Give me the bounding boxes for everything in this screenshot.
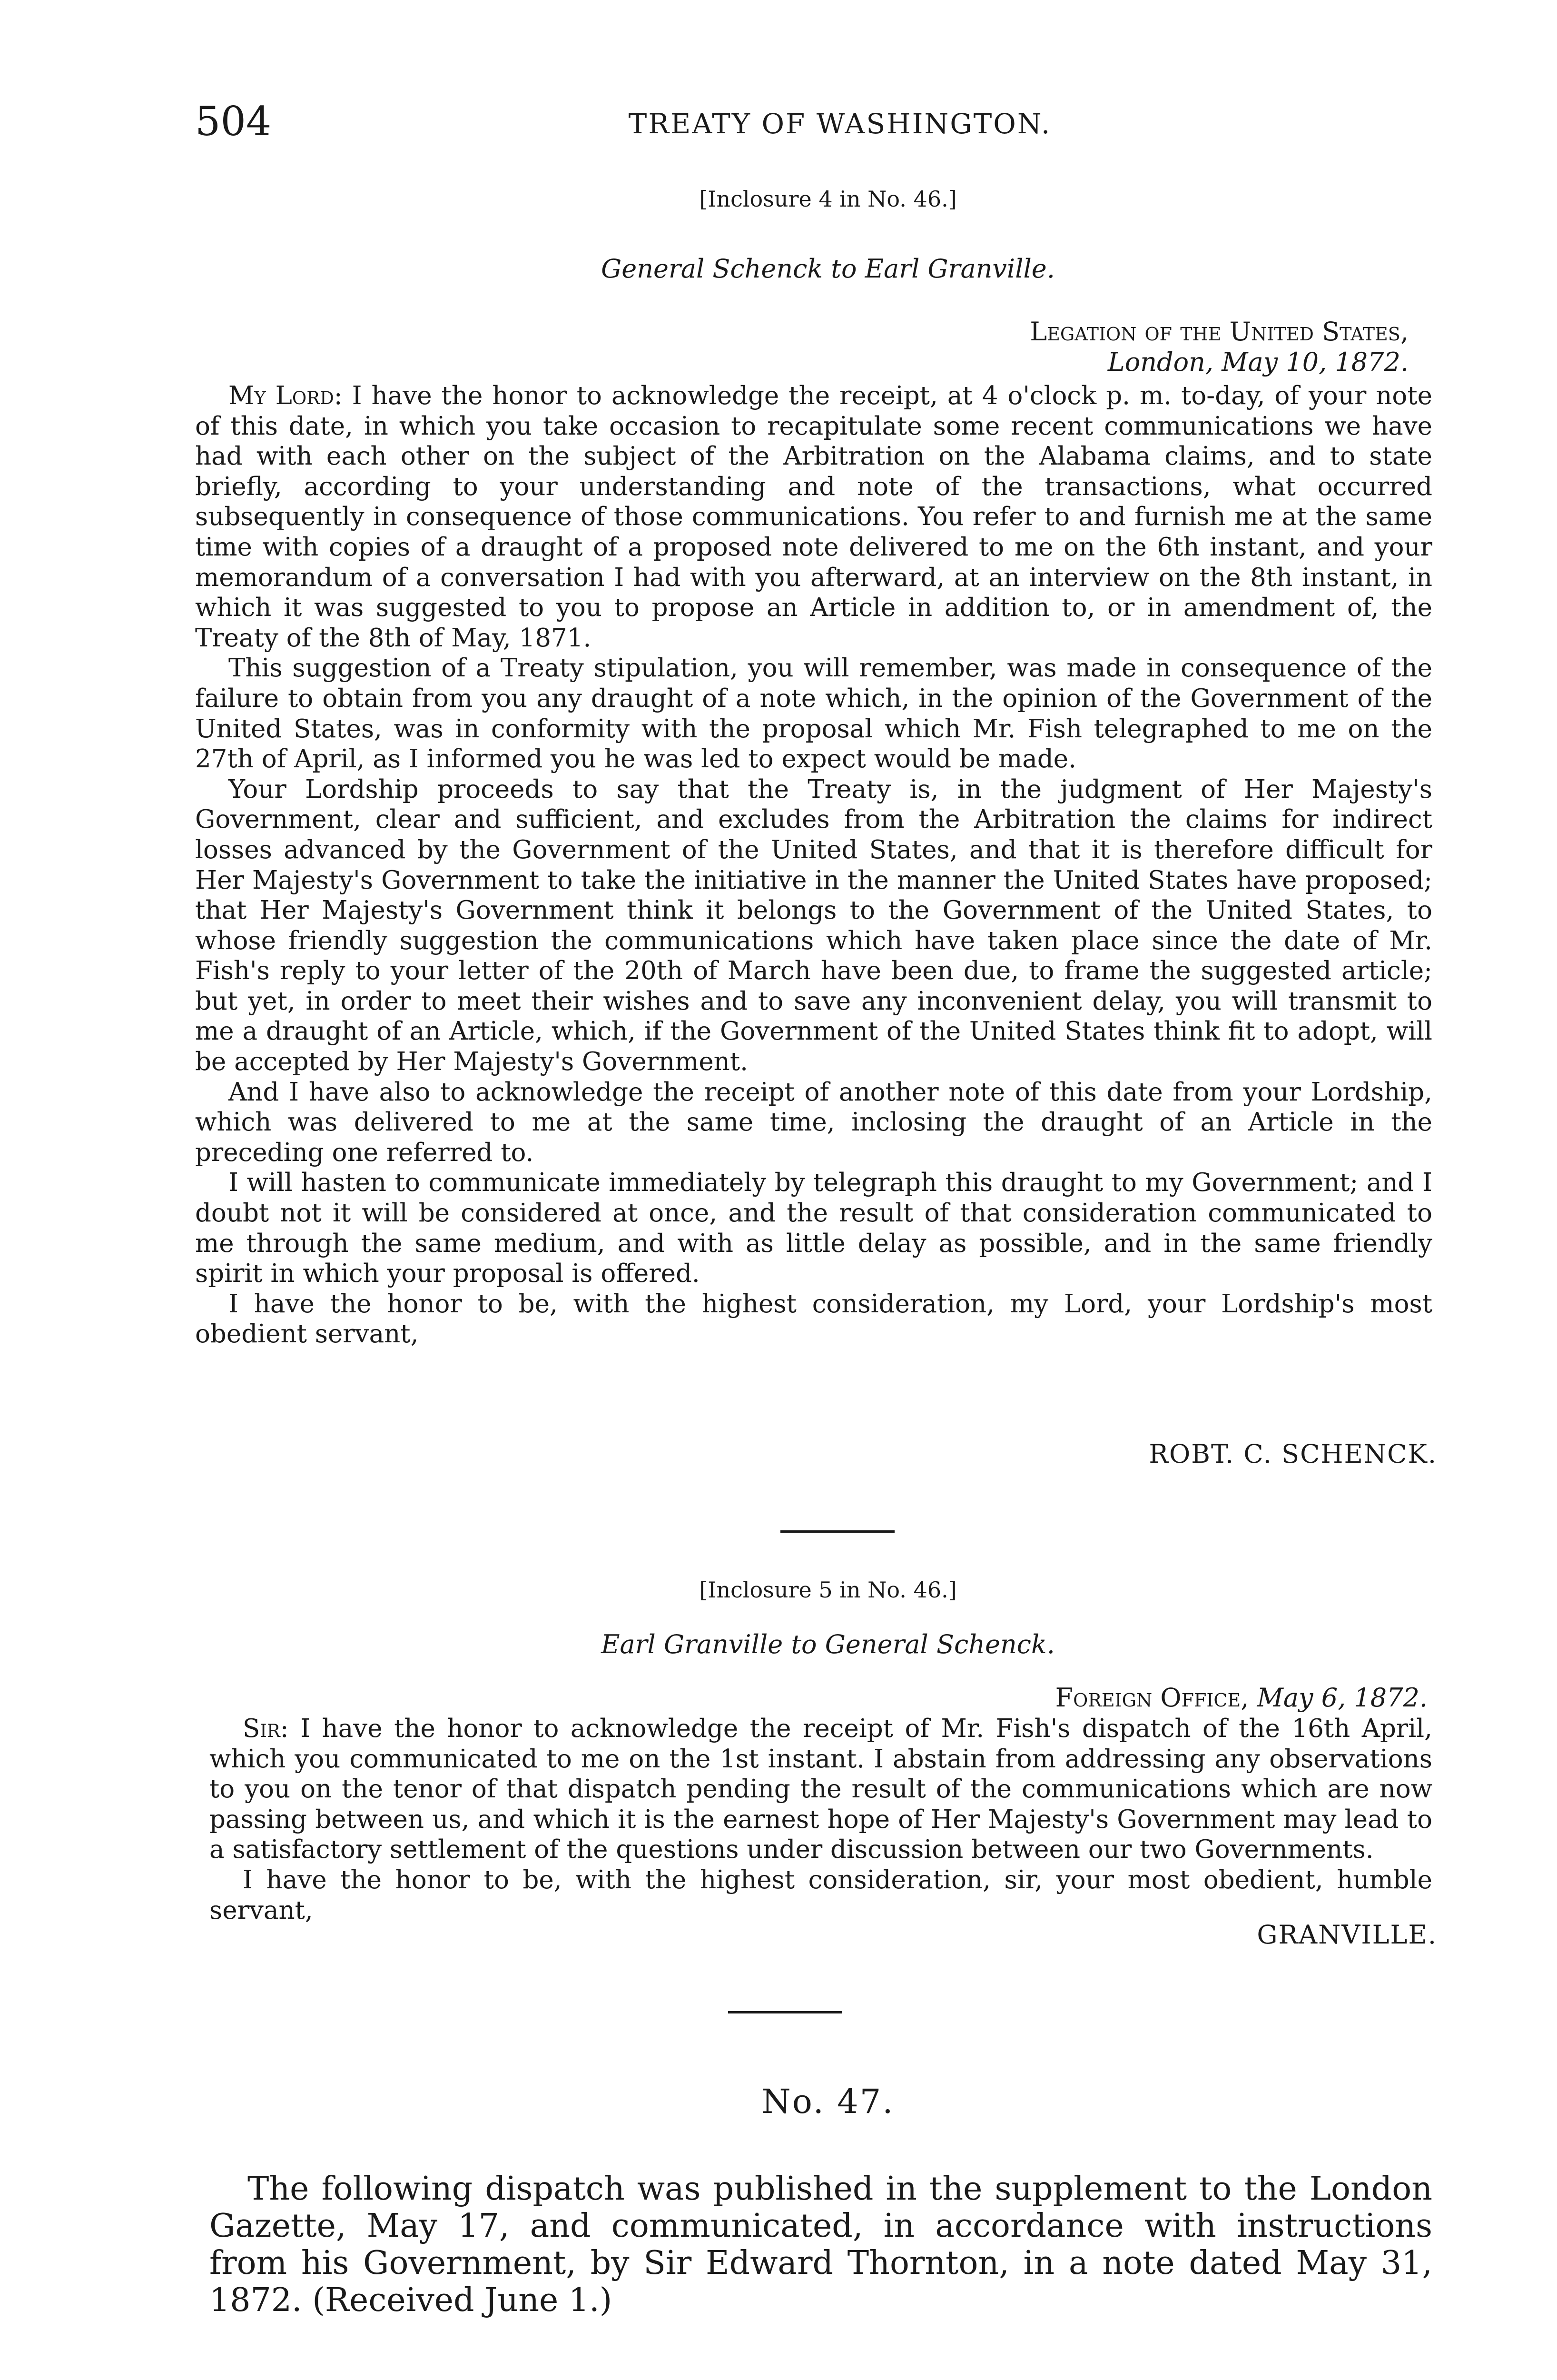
letter-1-paragraph: And I have also to acknowledge the receipt of another note of this date from your Lordship, which was delivered to me at the same time, inclosing the draught of an Article in the preceding one referred to. [195,1077,1432,1167]
letter-1-paragraph: My Lord: I have the honor to acknowledge the receipt, at 4 o'clock p. m. to-day, of your note of this date, in which you take occasion to recapitulate some recent communications we have had with each other on the subject of the Arbitration on the Alabama claims, and to state briefly, according to your understanding and note of the transactions, what occurred subsequently in consequence of those communications. You refer to and furnish me at the same time with copies of a draught of a proposed note delivered to me on the 6th instant, and your memorandum of a conversation I had with you afterward, at an interview on the 8th instant, in which it was suggested to you to propose an Article in addition to, or in amendment of, the Treaty of the 8th of May, 1871. [195,381,1432,653]
letter-1-salutation: My Lord: [228,381,343,410]
section-heading: No. 47. [761,2082,895,2121]
letter-2-paragraph: I have the honor to be, with the highest consideration, sir, your most obedient, humble servant, [209,1865,1432,1925]
letter-1-place: Legation of the United States, [1030,317,1409,347]
inclosure-4-label: [Inclosure 4 in No. 46.] [699,186,957,212]
section-intro [209,2171,1432,2319]
page-number: 504 [195,98,272,145]
letter-1-signature: ROBT. C. SCHENCK. [1149,1439,1437,1469]
letter-2-title: Earl Granville to General Schenck. [601,1629,1055,1659]
running-header [195,98,1456,150]
letter-1-body [195,381,1432,1349]
letter-2-date: May 6, 1872. [1257,1683,1428,1713]
letter-1-paragraph: I will hasten to communicate immediately by telegraph this draught to my Government; and I doubt not it will be considered at once, and the result of that consideration communicated to me through the same medium, and with as little delay as possible, and in the same friendly spirit in which your proposal is offered. [195,1168,1432,1289]
letter-1-title: General Schenck to Earl Granville. [601,254,1055,284]
letter-2-signature: GRANVILLE. [1257,1920,1437,1950]
letter-2-place-block [200,1683,1428,1713]
section-intro-text: The following dispatch was published in the supplement to the London Gazette, May 17, and communicated, in accordance with instructions from his Government, by Sir Edward Thornton, in a note dated May 31, 1872. (Received June 1.) [209,2170,1432,2319]
letter-1-paragraph: I have the honor to be, with the highest consideration, my Lord, your Lordship's most obedient servant, [195,1289,1432,1349]
letter-2-salutation: Sir: [243,1714,289,1743]
inclosure-5-label: [Inclosure 5 in No. 46.] [699,1577,957,1603]
letter-1-date: London, May 10, 1872. [1107,347,1409,377]
letter-2-place: Foreign Office, [1055,1683,1249,1713]
letter-1-place-block [200,317,1409,377]
letter-2-paragraph: Sir: I have the honor to acknowledge the receipt of Mr. Fish's dispatch of the 16th April, which you communicated to me on the 1st instant. I abstain from addressing any observations to you on the tenor of that dispatch pending the result of the communications which are now passing between us, and which it is the earnest hope of Her Majesty's Government may lead to a satisfactory settlement of the questions under discussion between our two Governments. [209,1714,1432,1864]
letter-1-paragraph: Your Lordship proceeds to say that the Treaty is, in the judgment of Her Majesty's Government, clear and sufficient, and excludes from the Arbitration the claims for indirect losses advanced by the Government of the United States, and that it is therefore difficult for Her Majesty's Government to take the initiative in the manner the United States have proposed; that Her Majesty's Government think it belongs to the Government of the United States, to whose friendly suggestion the communications which have taken place since the date of Mr. Fish's reply to your letter of the 20th of March have been due, to frame the suggested article; but yet, in order to meet their wishes and to save any inconvenient delay, you will transmit to me a draught of an Article, which, if the Government of the United States think fit to adopt, will be accepted by Her Majesty's Government. [195,774,1432,1077]
section-divider [780,1530,895,1533]
letter-2-body [209,1714,1432,1925]
section-divider [728,2011,842,2013]
letter-1-paragraph: This suggestion of a Treaty stipulation, you will remember, was made in consequence of the failure to obtain from you any draught of a note which, in the opinion of the Government of the United States, was in conformity with the proposal which Mr. Fish telegraphed to me on the 27th of April, as I informed you he was led to expect would be made. [195,654,1432,774]
running-title: TREATY OF WASHINGTON. [628,108,1052,140]
